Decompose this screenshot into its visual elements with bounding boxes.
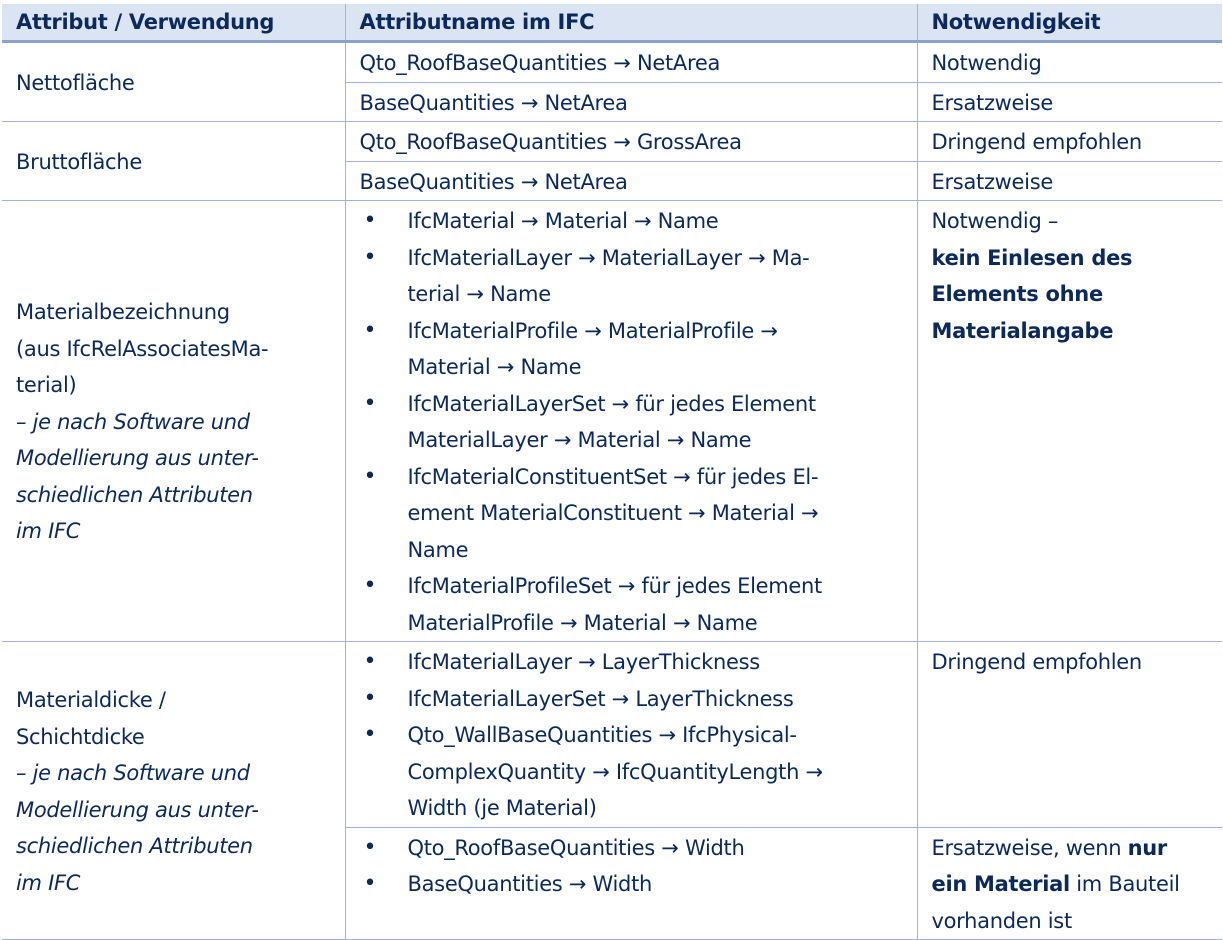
list-item [360, 240, 903, 313]
label-line: terial) [16, 373, 77, 398]
necessity-cell: Dringend empfohlen [917, 642, 1222, 828]
list-item-text: • Qto_WallBaseQuantities → IfcPhysical- [407, 723, 797, 747]
necessity-cell: Dringend empfohlen [917, 122, 1222, 162]
necessity-bold-line: Elements ohne [931, 282, 1103, 306]
label-bruttoflaeche: Bruttofläche [2, 122, 345, 201]
attribute-name-cell: Qto_RoofBaseQuantities → NetArea [345, 42, 917, 83]
list-item [360, 313, 903, 386]
header-notwendigkeit: Notwendigkeit [917, 4, 1222, 42]
label-materialbezeichnung [2, 201, 345, 642]
note-line: im IFC [16, 870, 81, 895]
list-item-text: ComplexQuantity → IfcQuantityLength → [407, 759, 823, 784]
list-item [360, 717, 903, 827]
note-line: Modellierung aus unter- [16, 797, 259, 822]
list-item-text: • IfcMaterialLayerSet → LayerThickness [407, 686, 794, 711]
table-row [2, 42, 1222, 83]
list-item [360, 386, 903, 459]
label-materialdicke [2, 642, 345, 940]
attribute-list-cell [345, 201, 917, 642]
list-item-text: • IfcMaterialConstituentSet → für jedes El- [407, 464, 819, 489]
note-line: im IFC [16, 519, 81, 544]
list-item-text: • BaseQuantities → Width [407, 872, 653, 896]
list-item-text: Material → Name [407, 355, 582, 379]
list-item [360, 568, 903, 641]
list-item [360, 681, 903, 718]
note-line: – je nach Software und [16, 761, 250, 785]
necessity-cell [917, 827, 1222, 940]
list-item-text: Width (je Material) [407, 796, 597, 820]
necessity-emphasis: nur [1127, 835, 1167, 860]
necessity-cell: Ersatzweise [917, 161, 1222, 201]
list-item-text: • IfcMaterialProfile → MaterialProfile → [407, 318, 778, 343]
list-item-text: • IfcMaterialLayer → LayerThickness [407, 650, 760, 674]
list-item [360, 459, 903, 569]
list-item [360, 644, 903, 681]
table-row [2, 642, 1222, 828]
necessity-cell [917, 201, 1222, 642]
necessity-cell: Ersatzweise [917, 82, 1222, 122]
label-nettoflaeche: Nettofläche [2, 42, 345, 122]
attribute-table [2, 4, 1222, 940]
list-item-text: terial → Name [407, 282, 551, 306]
necessity-bold-line: kein Einlesen des [931, 245, 1133, 270]
list-item-text: Name [407, 537, 469, 562]
header-row [2, 4, 1222, 42]
list-item [360, 203, 903, 240]
list-item-text: • IfcMaterialLayerSet → für jedes Element [407, 391, 816, 416]
label-line: (aus IfcRelAssociatesMa- [16, 336, 269, 361]
attribute-name-cell: BaseQuantities → NetArea [345, 82, 917, 122]
necessity-line [932, 866, 1209, 903]
attribute-name-cell: BaseQuantities → NetArea [345, 161, 917, 201]
label-line: Materialdicke / [16, 688, 166, 712]
list-item-text: MaterialProfile → Material → Name [407, 610, 758, 635]
necessity-bold-line: Materialangabe [931, 318, 1114, 343]
label-line: Schichtdicke [16, 724, 145, 749]
attribute-list-cell [345, 827, 917, 940]
necessity-line: vorhanden ist [931, 908, 1072, 933]
note-line: – je nach Software und [16, 409, 250, 434]
attribute-list-cell [345, 642, 917, 828]
list-item-text: • IfcMaterial → Material → Name [407, 209, 719, 233]
list-item-text: • Qto_RoofBaseQuantities → Width [407, 835, 745, 860]
table-row [2, 122, 1222, 162]
header-attributname: Attributname im IFC [345, 4, 917, 42]
necessity-line [932, 830, 1209, 867]
necessity-text: im Bauteil [1069, 872, 1180, 896]
attribute-name-cell: Qto_RoofBaseQuantities → GrossArea [345, 122, 917, 162]
list-item-text: ement MaterialConstituent → Material → [407, 501, 819, 525]
attribute-list [360, 830, 903, 903]
list-item-text: MaterialLayer → Material → Name [407, 428, 752, 452]
attribute-list [360, 203, 903, 641]
note-line: schiedlichen Attributen [16, 482, 253, 507]
necessity-text: Ersatzweise, wenn [931, 835, 1128, 860]
list-item-text: • IfcMaterialLayer → MaterialLayer → Ma- [407, 245, 810, 270]
label-line: Materialbezeichnung [16, 300, 230, 325]
list-item [360, 866, 903, 903]
note-line: Modellierung aus unter- [16, 446, 259, 471]
attribute-list [360, 644, 903, 827]
note-line: schiedlichen Attributen [16, 834, 253, 858]
list-item [360, 830, 903, 867]
necessity-cell: Notwendig [917, 42, 1222, 83]
necessity-emphasis: ein Material [931, 872, 1070, 896]
necessity-text: Notwendig – [931, 209, 1059, 233]
table-row [2, 201, 1222, 642]
header-attribut: Attribut / Verwendung [2, 4, 345, 42]
list-item-text: • IfcMaterialProfileSet → für jedes Element [407, 574, 822, 598]
